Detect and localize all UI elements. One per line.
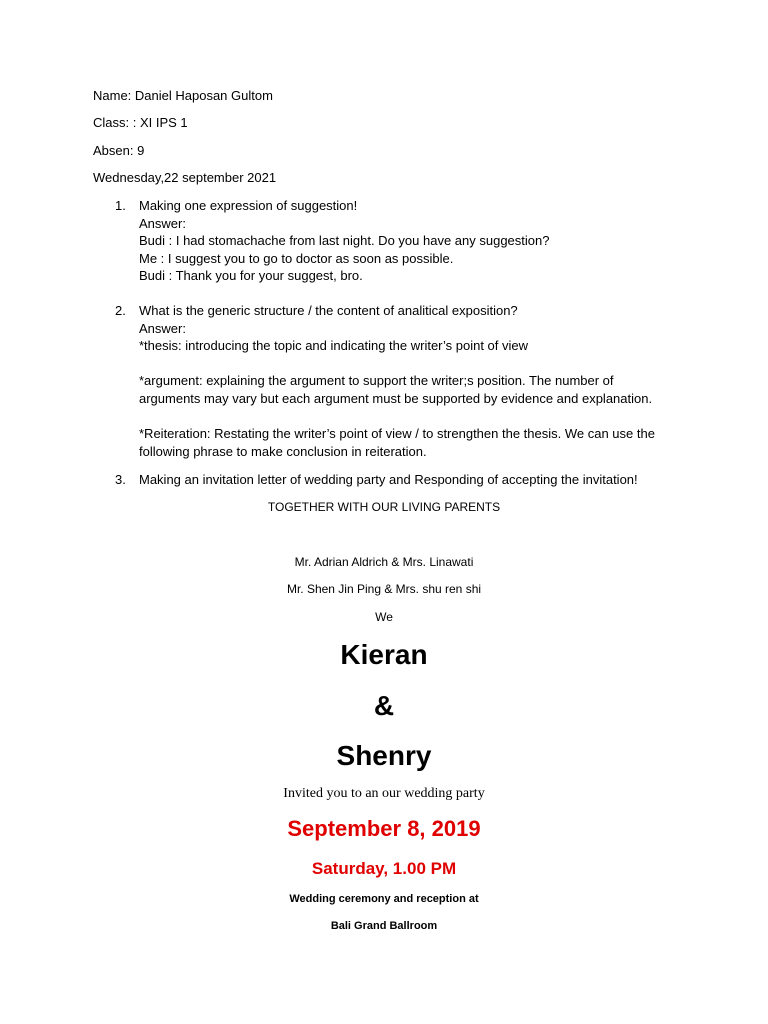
venue-line: Wedding ceremony and reception at <box>289 893 479 905</box>
invitation-parents-2: Mr. Shen Jin Ping & Mrs. shu ren shi <box>286 582 482 596</box>
invitation-intro: TOGETHER WITH OUR LIVING PARENTS <box>267 500 501 514</box>
student-absen: Absen: 9 <box>93 143 145 158</box>
answer-label: Answer: <box>139 320 186 336</box>
question-block <box>139 197 699 285</box>
question-text: Making one expression of suggestion! <box>139 198 358 213</box>
venue-name: Bali Grand Ballroom <box>330 920 438 932</box>
ampersand: & <box>373 690 395 721</box>
question-number: 1. <box>115 198 126 213</box>
answer-line: Me : I suggest you to go to doctor as soon as possible. <box>139 250 454 266</box>
invitation-parents-1: Mr. Adrian Aldrich & Mrs. Linawati <box>294 555 474 569</box>
blank-line <box>139 408 699 426</box>
question-number: 3. <box>115 472 126 487</box>
wedding-date: September 8, 2019 <box>287 816 481 841</box>
question-block <box>139 302 699 460</box>
question-block <box>139 471 699 489</box>
invitation-we: We <box>375 610 393 624</box>
question-text: Making an invitation letter of wedding party and Responding of accepting the invitation! <box>139 472 638 487</box>
groom-name: Kieran <box>340 639 428 670</box>
student-class: Class: : XI IPS 1 <box>93 115 188 130</box>
answer-label: Answer: <box>139 215 186 231</box>
document-date: Wednesday,22 september 2021 <box>93 170 277 185</box>
answer-line: Budi : Thank you for your suggest, bro. <box>139 268 363 284</box>
question-number: 2. <box>115 303 126 318</box>
invitation-line: Invited you to an our wedding party <box>283 786 485 801</box>
student-name: Name: Daniel Haposan Gultom <box>93 88 273 103</box>
question-text: What is the generic structure / the content of analitical exposition? <box>139 303 518 318</box>
answer-line: *thesis: introducing the topic and indicating the writer’s point of view <box>139 338 529 354</box>
blank-line <box>139 355 699 373</box>
answer-line: Budi : I had stomachache from last night. Do you have any suggestion? <box>139 233 550 249</box>
answer-line: arguments may vary but each argument must be supported by evidence and explanation. <box>139 390 653 406</box>
bride-name: Shenry <box>336 740 432 771</box>
answer-line: following phrase to make conclusion in reiteration. <box>139 443 427 459</box>
answer-line: *Reiteration: Restating the writer’s point of view / to strengthen the thesis. We can use the <box>139 426 655 442</box>
answer-line: *argument: explaining the argument to support the writer;s position. The number of <box>139 373 614 389</box>
wedding-time: Saturday, 1.00 PM <box>311 859 457 878</box>
